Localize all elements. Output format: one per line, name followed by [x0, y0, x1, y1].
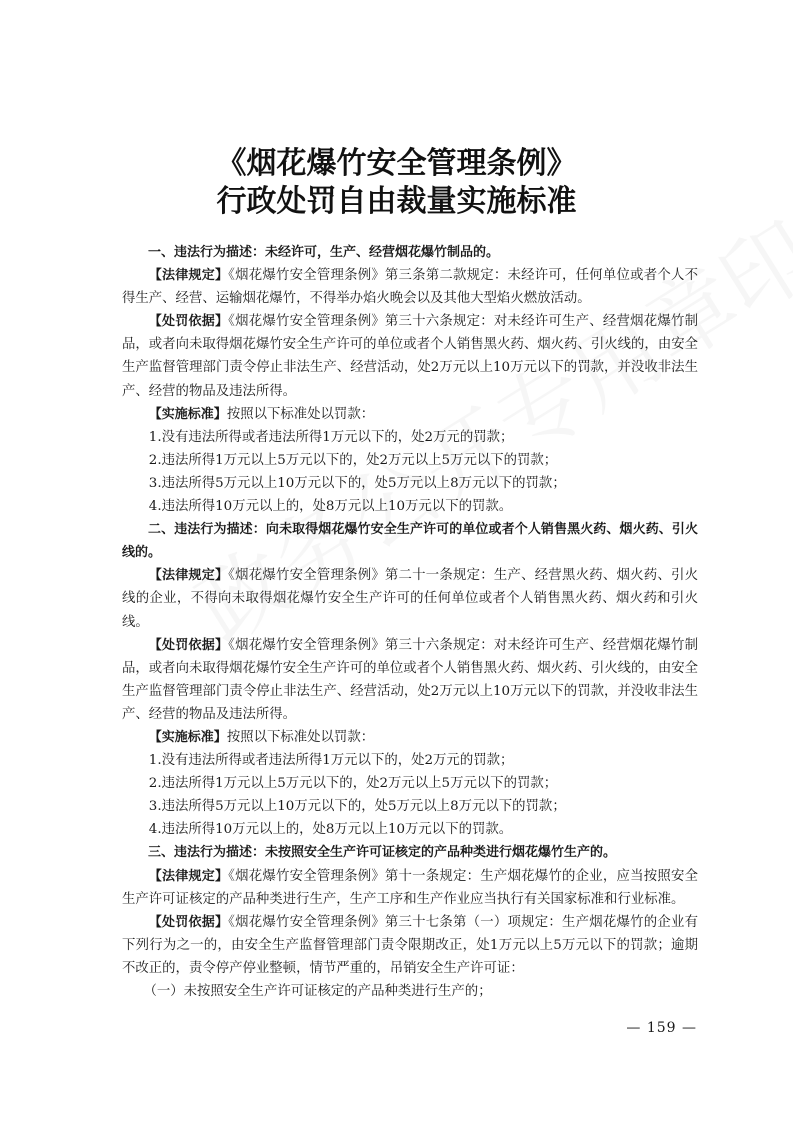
title-line-2: 行政处罚自由裁量实施标准: [216, 184, 577, 219]
list-item: 4.违法所得10万元以上的，处8万元以上10万元以下的罚款。: [148, 822, 513, 838]
basis-text: 《烟花爆竹安全管理条例》第三十六条规定：对未经许可生产、经营烟花爆竹制品，或者向未取得烟花爆竹安全生产许可的单位或者个人销售黑火药、烟火药、引火线的，由安全生产监督管理部门责令停止非法生产、经营活动，处2万元以上10万元以下的罚款，并没收非法生产、经营的物品及违法所得。: [122, 637, 698, 722]
section-2-law: [122, 564, 698, 633]
law-label: 【法律规定】: [148, 268, 229, 284]
list-item: 1.没有违法所得或者违法所得1万元以下的，处2万元的罚款；: [148, 753, 514, 769]
section-3-law: [122, 865, 698, 911]
standard-label: 【实施标准】: [148, 406, 227, 422]
section-1-standard: [122, 403, 698, 426]
section-1-heading: 一、违法行为描述：未经许可，生产、经营烟花爆竹制品的。: [148, 245, 500, 260]
section-1-basis: [122, 310, 698, 402]
law-text: 《烟花爆竹安全管理条例》第三条第二款规定：未经许可，任何单位或者个人不得生产、经营、运输烟花爆竹，不得举办焰火晚会以及其他大型焰火燃放活动。: [122, 268, 698, 307]
list-item: 3.违法所得5万元以上10万元以下的，处5万元以上8万元以下的罚款；: [148, 475, 566, 491]
title-line-1: 《烟花爆竹安全管理条例》: [216, 146, 577, 181]
list-item: 2.违法所得1万元以上5万元以下的，处2万元以上5万元以下的罚款；: [148, 452, 558, 468]
list-item: 3.违法所得5万元以上10万元以下的，处5万元以上8万元以下的罚款；: [148, 799, 566, 815]
basis-text: 《烟花爆竹安全管理条例》第三十七条第（一）项规定：生产烟花爆竹的企业有下列行为之一的，由安全生产监督管理部门责令限期改正，处1万元以上5万元以下的罚款；逾期不改正的，责令停产停业整顿，情节严重的，吊销安全生产许可证：: [122, 914, 698, 976]
standard-label: 【实施标准】: [148, 729, 227, 745]
basis-label: 【处罚依据】: [148, 914, 229, 930]
list-item: 4.违法所得10万元以上的，处8万元以上10万元以下的罚款。: [148, 499, 513, 515]
standard-text: 按照以下标准处以罚款：: [226, 406, 375, 422]
law-label: 【法律规定】: [148, 568, 229, 584]
list-item: 2.违法所得1万元以上5万元以下的，处2万元以上5万元以下的罚款；: [148, 776, 558, 792]
document-body: [122, 241, 698, 1003]
law-text: 《烟花爆竹安全管理条例》第十一条规定：生产烟花爆竹的企业，应当按照安全生产许可证核定的产品种类进行生产，生产工序和生产作业应当执行有关国家标准和行业标准。: [122, 868, 698, 907]
list-item: 1.没有违法所得或者违法所得1万元以下的，处2万元的罚款；: [148, 429, 514, 445]
section-2-heading: 二、违法行为描述：向未取得烟花爆竹安全生产许可的单位或者个人销售黑火药、烟火药、引火线的。: [122, 522, 698, 561]
basis-text: 《烟花爆竹安全管理条例》第三十六条规定：对未经许可生产、经营烟花爆竹制品，或者向未取得烟花爆竹安全生产许可的单位或者个人销售黑火药、烟火药、引火线的，由安全生产监督管理部门责令停止非法生产、经营活动，处2万元以上10万元以下的罚款，并没收非法生产、经营的物品及违法所得。: [122, 314, 698, 399]
section-2-standard: [122, 726, 698, 749]
section-3-sub-item: （一）未按照安全生产许可证核定的产品种类进行生产的；: [143, 984, 492, 999]
section-3-heading: 三、违法行为描述：未按照安全生产许可证核定的产品种类进行烟花爆竹生产的。: [148, 845, 617, 861]
law-text: 《烟花爆竹安全管理条例》第二十一条规定：生产、经营黑火药、烟火药、引火线的企业，不得向未取得烟花爆竹安全生产许可的任何单位或者个人销售黑火药、烟火药和引火线。: [122, 568, 698, 630]
section-3-basis: [122, 911, 698, 980]
law-label: 【法律规定】: [148, 868, 229, 884]
section-1-law: [122, 264, 698, 310]
basis-label: 【处罚依据】: [148, 314, 229, 330]
page-number: — 159 —: [626, 1020, 697, 1036]
basis-label: 【处罚依据】: [148, 637, 229, 653]
section-2-basis: [122, 634, 698, 726]
standard-text: 按照以下标准处以罚款：: [226, 729, 375, 745]
